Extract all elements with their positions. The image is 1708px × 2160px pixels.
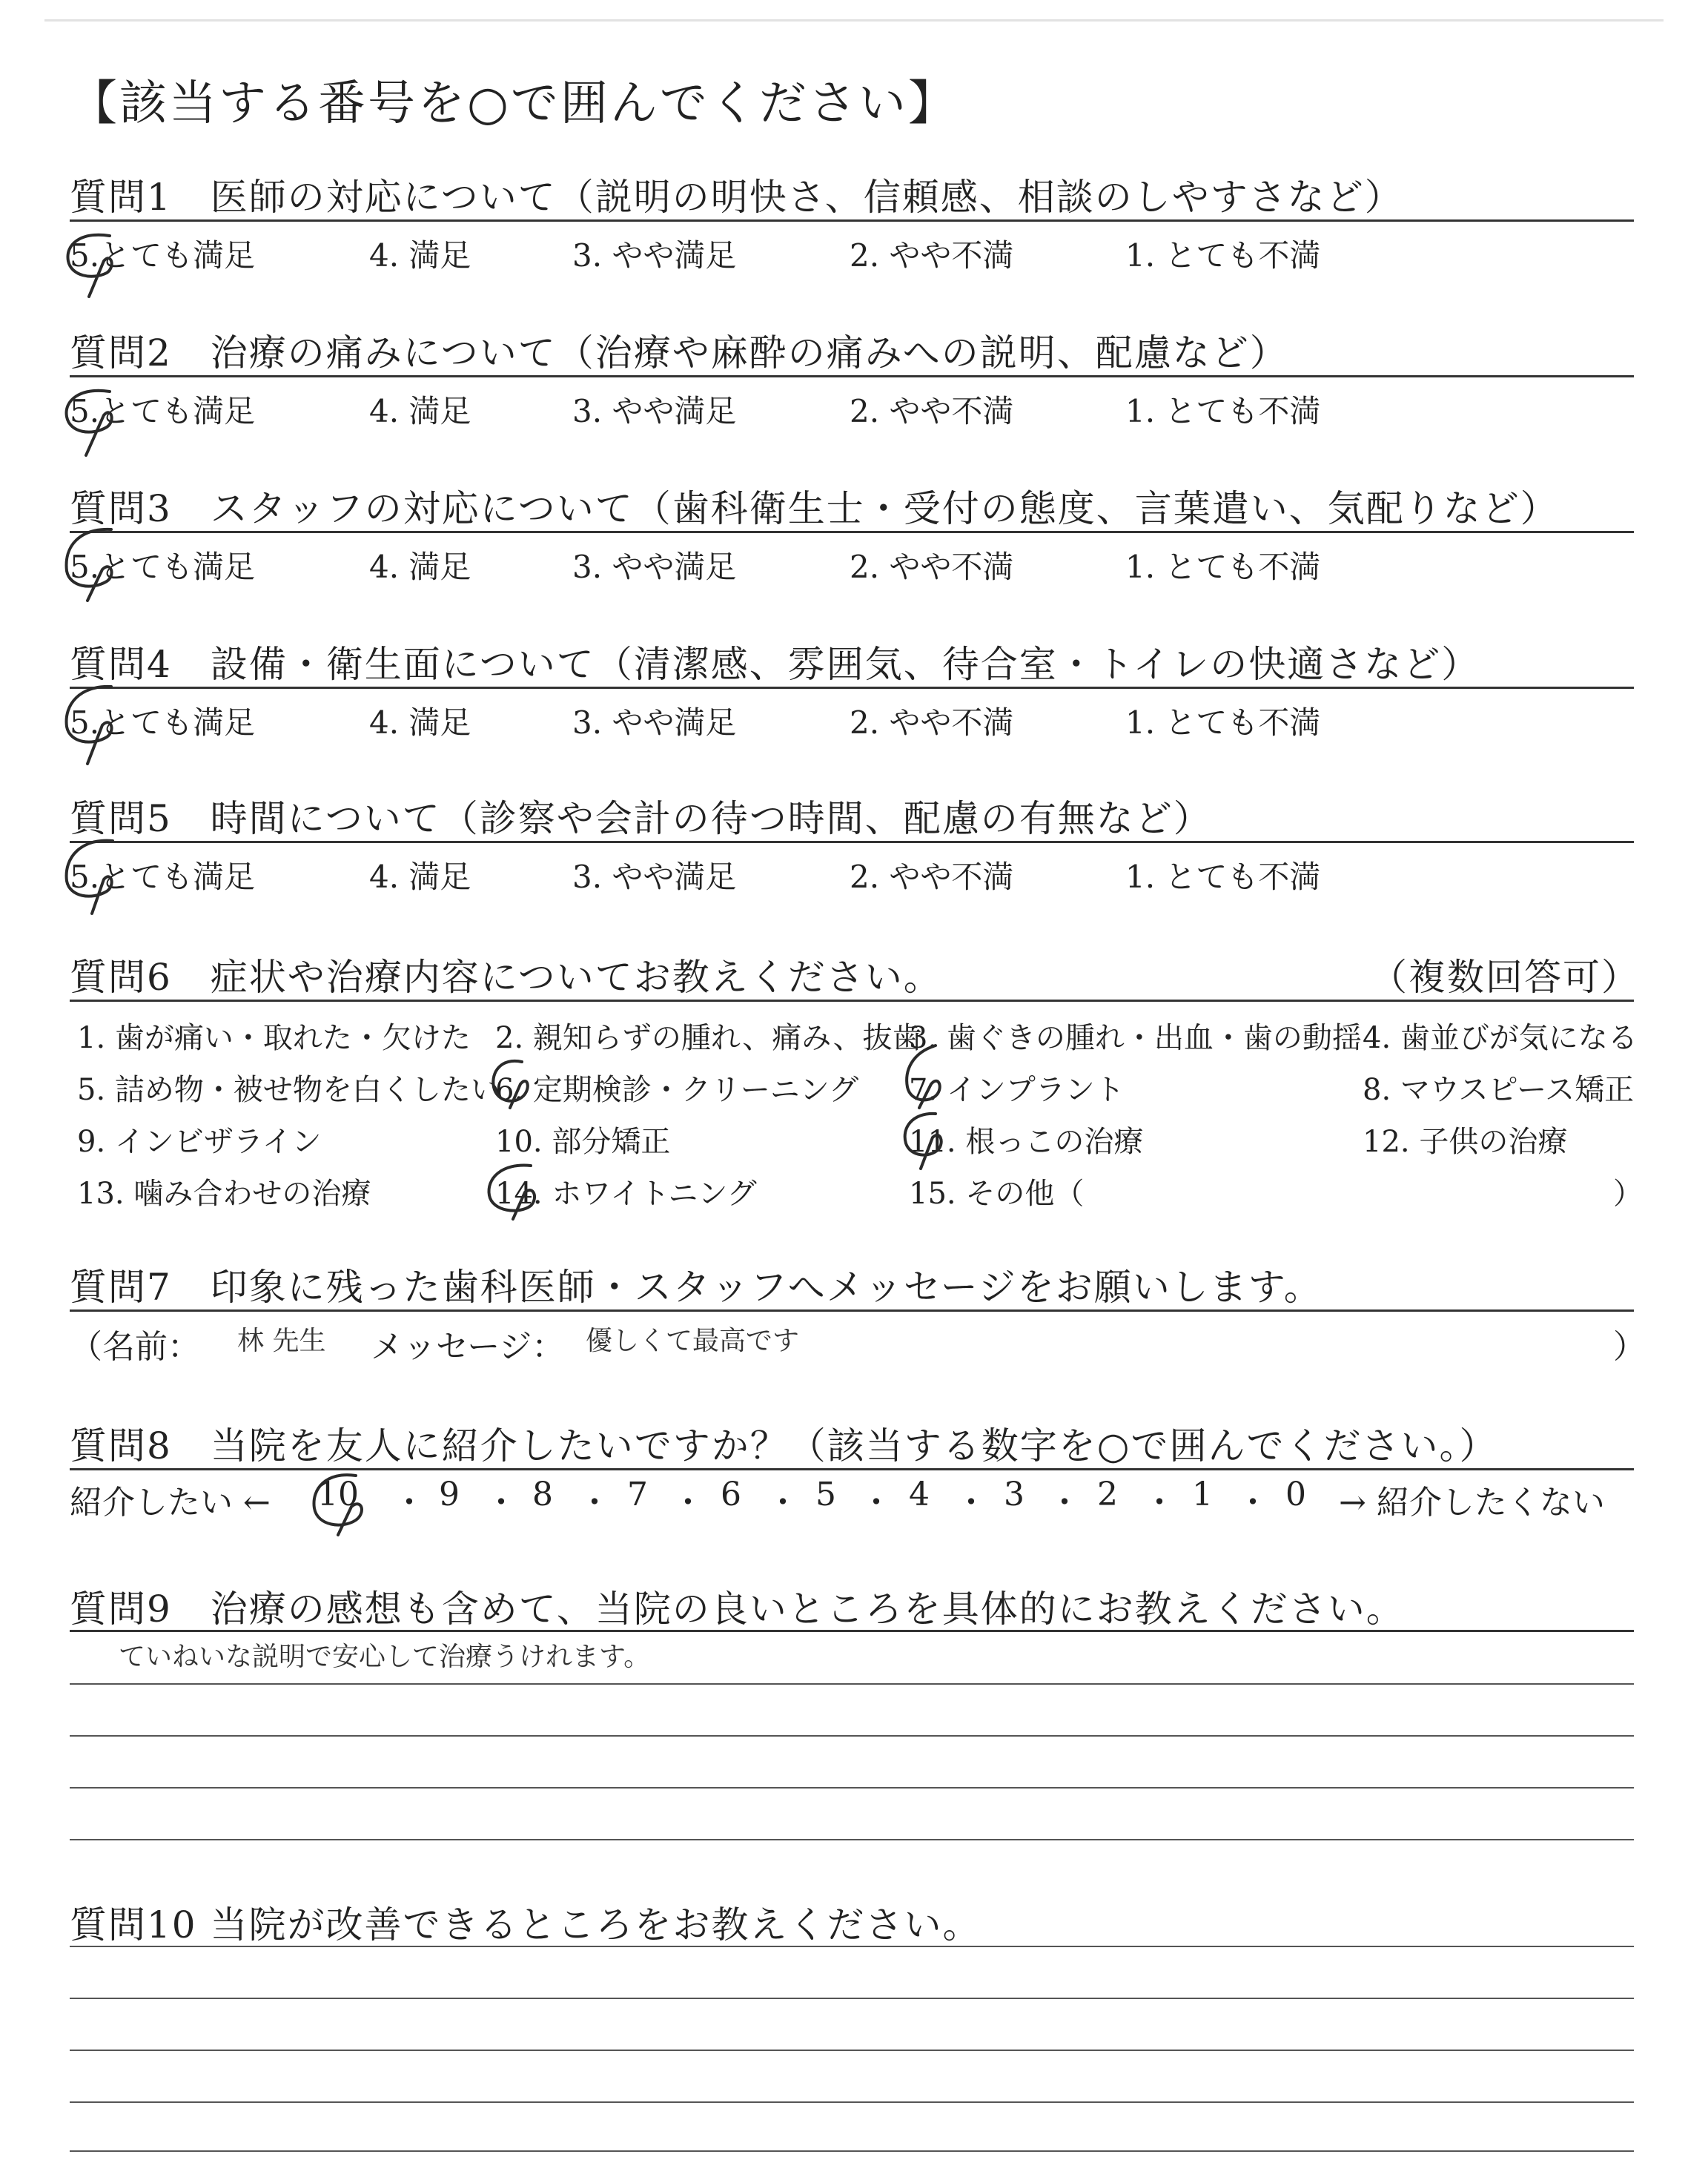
q8-dot: ・ — [393, 1484, 426, 1522]
q2-option-1[interactable]: 1. とても不満 — [1125, 393, 1321, 429]
q7-message-label: メッセージ： — [371, 1328, 565, 1366]
q8-right-label: → 紹介したくない — [1339, 1484, 1605, 1522]
q1-option-4[interactable]: 4. 満足 — [369, 237, 471, 274]
q2-option-2[interactable]: 2. やや不満 — [850, 393, 1014, 429]
q6-option-13[interactable]: 13. 噛み合わせの治療 — [77, 1177, 371, 1211]
q8-option-8[interactable]: 8 — [532, 1476, 553, 1513]
q3-option-2[interactable]: 2. やや不満 — [850, 549, 1014, 585]
q8-dot: ・ — [860, 1484, 893, 1522]
q6-option-12[interactable]: 12. 子供の治療 — [1363, 1125, 1568, 1159]
circle-mark-q4 — [67, 687, 112, 764]
q8-dot: ・ — [767, 1484, 799, 1522]
q8-dot: ・ — [1237, 1484, 1269, 1522]
question-10: 質問10 当院が改善できるところをお教えください。 — [70, 1903, 982, 1946]
q4-option-3[interactable]: 3. やや満足 — [572, 704, 737, 741]
q7-name-value[interactable]: 林 先生 — [237, 1326, 326, 1356]
q7-message-value[interactable]: 優しくて最高です — [586, 1326, 800, 1356]
question-7: 質問7 印象に残った歯科医師・スタッフへメッセージをお願いします。 — [70, 1266, 1323, 1309]
q6-option-7[interactable]: 7. インプラント — [909, 1073, 1125, 1107]
q3-option-4[interactable]: 4. 満足 — [369, 549, 471, 585]
q2-option-3[interactable]: 3. やや満足 — [572, 393, 737, 429]
q7-name-label: （名前： — [70, 1328, 200, 1366]
q6-option-6[interactable]: 6. 定期検診・クリーニング — [495, 1073, 859, 1107]
q5-option-2[interactable]: 2. やや不満 — [850, 859, 1014, 895]
q8-option-9[interactable]: 9 — [439, 1476, 460, 1513]
q6-option-8[interactable]: 8. マウスピース矯正 — [1363, 1073, 1635, 1107]
question-9: 質問9 治療の感想も含めて、当院の良いところを具体的にお教えください。 — [70, 1588, 1405, 1631]
q1-option-1[interactable]: 1. とても不満 — [1125, 237, 1321, 274]
q8-option-5[interactable]: 5 — [815, 1476, 836, 1513]
q5-option-4[interactable]: 4. 満足 — [369, 859, 471, 895]
circle-mark-q8-10 — [314, 1475, 361, 1535]
circle-mark-q6-6 — [493, 1061, 527, 1108]
q8-dot: ・ — [578, 1484, 611, 1522]
question-1: 質問1 医師の対応について（説明の明快さ、信頼感、相談のしやすさなど） — [70, 176, 1403, 219]
q1-option-2[interactable]: 2. やや不満 — [850, 237, 1014, 274]
q8-option-2[interactable]: 2 — [1097, 1476, 1118, 1513]
circle-mark-q6-7 — [907, 1046, 940, 1108]
circle-mark-q6-14 — [489, 1166, 534, 1219]
q8-option-6[interactable]: 6 — [721, 1476, 741, 1513]
q6-option-2[interactable]: 2. 親知らずの腫れ、痛み、抜歯 — [495, 1021, 922, 1055]
question-2: 質問2 治療の痛みについて（治療や麻酔の痛みへの説明、配慮など） — [70, 331, 1288, 374]
q6-option-10[interactable]: 10. 部分矯正 — [495, 1125, 671, 1159]
q7-close: ） — [1613, 1328, 1646, 1366]
q3-option-5[interactable]: 5.とても満足 — [70, 549, 256, 585]
question-3: 質問3 スタッフの対応について（歯科衛生士・受付の態度、言葉遣い、気配りなど） — [70, 487, 1559, 530]
q6-option-14[interactable]: 14. ホワイトニング — [495, 1177, 757, 1211]
circle-mark-q1 — [67, 235, 111, 297]
q8-option-10[interactable]: 10 — [317, 1476, 359, 1513]
question-6: 質問6 症状や治療内容についてお教えください。 — [70, 956, 942, 999]
q2-option-4[interactable]: 4. 満足 — [369, 393, 471, 429]
q1-option-3[interactable]: 3. やや満足 — [572, 237, 737, 274]
q8-dot: ・ — [1048, 1484, 1081, 1522]
q8-option-0[interactable]: 0 — [1285, 1476, 1306, 1513]
q6-option-11[interactable]: 11. 根っこの治療 — [909, 1125, 1144, 1159]
q8-dot: ・ — [955, 1484, 987, 1522]
q4-option-1[interactable]: 1. とても不満 — [1125, 704, 1321, 741]
circle-mark-q5 — [67, 841, 113, 914]
q6-option-5[interactable]: 5. 詰め物・被せ物を白くしたい — [77, 1073, 500, 1107]
q6-option-3[interactable]: 3. 歯ぐきの腫れ・出血・歯の動揺 — [909, 1021, 1362, 1055]
question-4: 質問4 設備・衛生面について（清潔感、雰囲気、待合室・トイレの快適さなど） — [70, 643, 1480, 686]
q5-option-3[interactable]: 3. やや満足 — [572, 859, 737, 895]
q4-option-4[interactable]: 4. 満足 — [369, 704, 471, 741]
circle-mark-q3 — [67, 529, 112, 601]
q9-answer[interactable]: ていねいな説明で安心して治療うけれます。 — [119, 1642, 651, 1672]
circle-mark-q6-11 — [905, 1114, 941, 1169]
q8-option-1[interactable]: 1 — [1192, 1476, 1213, 1513]
q8-option-4[interactable]: 4 — [909, 1476, 930, 1513]
question-5: 質問5 時間について（診察や会計の待つ時間、配慮の有無など） — [70, 797, 1212, 840]
q5-option-5[interactable]: 5.とても満足 — [70, 859, 256, 895]
q6-option-4[interactable]: 4. 歯並びが気になる — [1363, 1021, 1638, 1055]
q8-dot: ・ — [672, 1484, 704, 1522]
q8-option-3[interactable]: 3 — [1004, 1476, 1025, 1513]
q3-option-3[interactable]: 3. やや満足 — [572, 549, 737, 585]
q2-option-5[interactable]: 5.とても満足 — [70, 393, 256, 429]
q8-dot: ・ — [1143, 1484, 1176, 1522]
q6-option-1[interactable]: 1. 歯が痛い・取れた・欠けた — [77, 1021, 471, 1055]
question-6-note: （複数回答可） — [1370, 956, 1640, 999]
q1-option-5[interactable]: 5.とても満足 — [70, 237, 256, 274]
q4-option-2[interactable]: 2. やや不満 — [850, 704, 1014, 741]
q3-option-1[interactable]: 1. とても不満 — [1125, 549, 1321, 585]
q6-option-9[interactable]: 9. インビザライン — [77, 1125, 322, 1159]
q6-option-15[interactable]: 15. その他（ — [909, 1177, 1085, 1211]
q8-option-7[interactable]: 7 — [627, 1476, 648, 1513]
circle-mark-q2 — [67, 391, 112, 455]
q6-other-close: ） — [1613, 1177, 1643, 1211]
q5-option-1[interactable]: 1. とても不満 — [1125, 859, 1321, 895]
question-8: 質問8 当院を友人に紹介したいですか？（該当する数字を○で囲んでください。） — [70, 1424, 1498, 1467]
q4-option-5[interactable]: 5.とても満足 — [70, 704, 256, 741]
q8-dot: ・ — [485, 1484, 517, 1522]
q8-left-label: 紹介したい ← — [70, 1484, 271, 1522]
page-title: 【該当する番号を○で囲んでください】 — [70, 76, 958, 131]
